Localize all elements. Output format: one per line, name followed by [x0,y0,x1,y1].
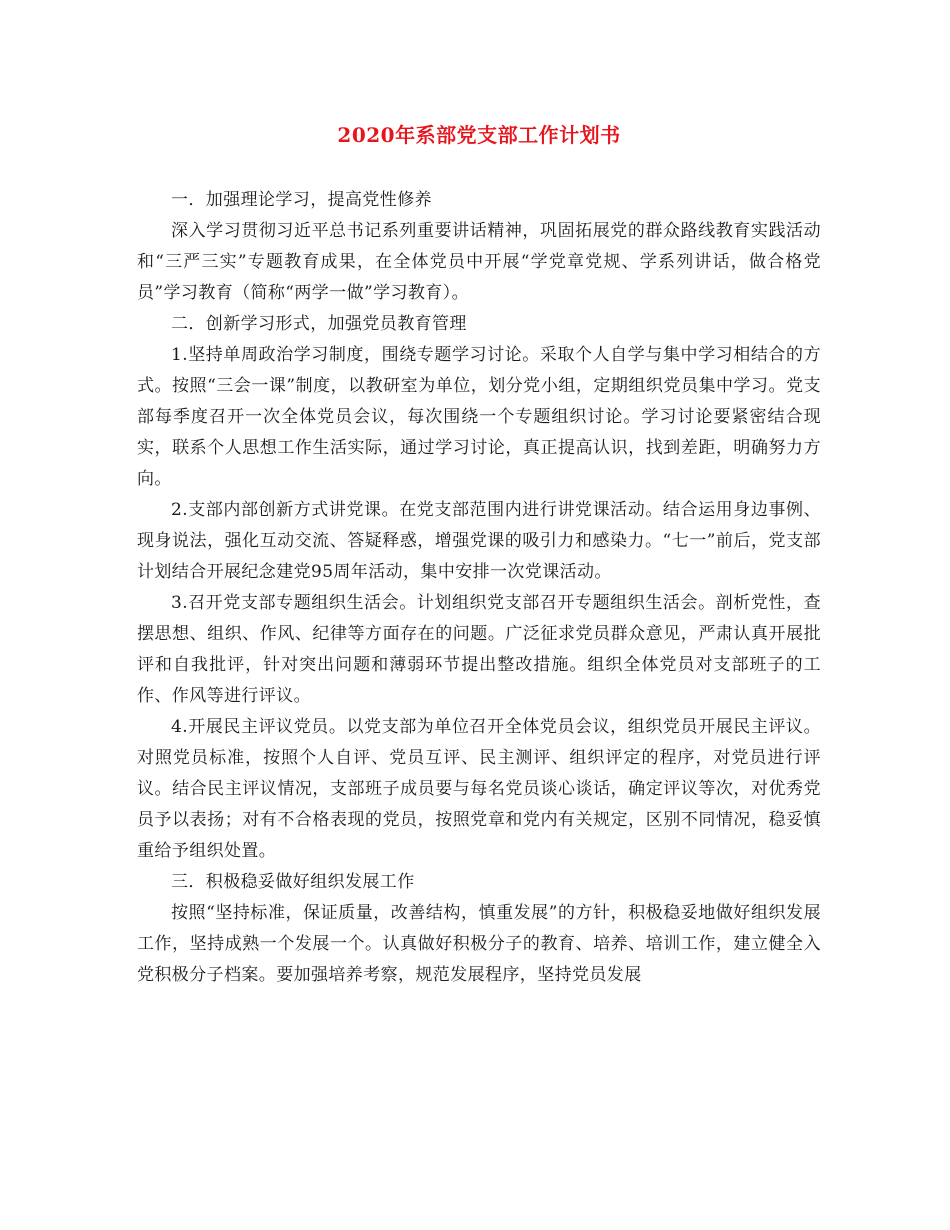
paragraph-study-intro: 深入学习贯彻习近平总书记系列重要讲话精神，巩固拓展党的群众路线教育实践活动和“三严三实”专题教育成果，在全体党员中开展“学党章党规、学系列讲话，做合格党员”学习教育（简称“两学一做”学习教育）。 [137,221,821,303]
paragraph-development: 按照“坚持标准，保证质量，改善结构，慎重发展”的方针，积极稳妥地做好组织发展工作，坚持成熟一个发展一个。认真做好积极分子的教育、培养、培训工作，建立健全入党积极分子档案。要加强培养考察，规范发展程序，坚持党员发展 [137,903,821,985]
document-title: 2020年系部党支部工作计划书 [337,123,621,147]
section-heading-3: 三．积极稳妥做好组织发展工作 [171,872,415,892]
section-heading-2: 二．创新学习形式，加强党员教育管理 [171,314,467,334]
document-body [137,115,821,991]
paragraph-item-4: 4.开展民主评议党员。以党支部为单位召开全体党员会议，组织党员开展民主评议。对照党员标准，按照个人自评、党员互评、民主测评、组织评定的程序，对党员进行评议。结合民主评议情况，支部班子成员要与每名党员谈心谈话，确定评议等次，对优秀党员予以表扬；对有不合格表现的党员，按照党章和党内有关规定，区别不同情况，稳妥慎重给予组织处置。 [137,717,821,861]
section-heading-1: 一．加强理论学习，提高党性修养 [171,190,432,210]
paragraph-item-3: 3.召开党支部专题组织生活会。计划组织党支部召开专题组织生活会。剖析党性，查摆思想、组织、作风、纪律等方面存在的问题。广泛征求党员群众意见，严肃认真开展批评和自我批评，针对突出问题和薄弱环节提出整改措施。组织全体党员对支部班子的工作、作风等进行评议。 [137,593,821,706]
paragraph-item-1: 1.坚持单周政治学习制度，围绕专题学习讨论。采取个人自学与集中学习相结合的方式。按照“三会一课”制度，以教研室为单位，划分党小组，定期组织党员集中学习。党支部每季度召开一次全体党员会议，每次围绕一个专题组织讨论。学习讨论要紧密结合现实，联系个人思想工作生活实际，通过学习讨论，真正提高认识，找到差距，明确努力方向。 [137,345,821,489]
paragraph-item-2: 2.支部内部创新方式讲党课。在党支部范围内进行讲党课活动。结合运用身边事例、现身说法，强化互动交流、答疑释惑，增强党课的吸引力和感染力。“七一”前后，党支部计划结合开展纪念建党95周年活动，集中安排一次党课活动。 [137,500,821,582]
